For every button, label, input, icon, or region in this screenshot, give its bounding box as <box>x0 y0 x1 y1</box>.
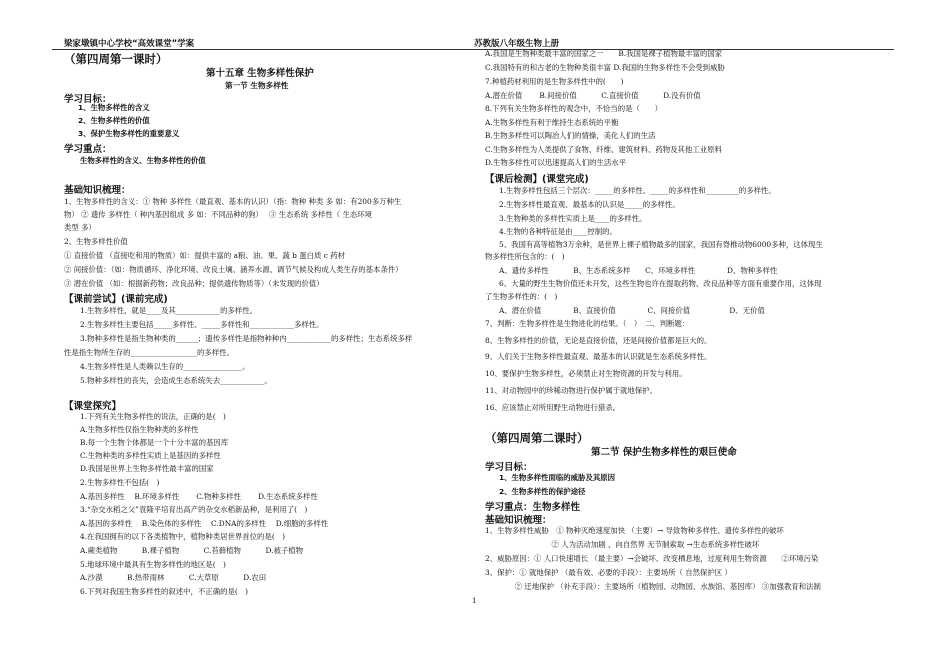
after-class-item: 6、大量的野生生物价值还未开发，这些生物也许在提取药物、改良品种等方面有重要作用，这体现 <box>499 279 822 288</box>
basic-line: ① 直接价值 （直接吃和用的物质）如：提供丰富的 a粮、油、果、蔬 b 蛋白质 c 药材 <box>64 251 346 260</box>
after-class-item: 9、人们关于生物多样性最直观、最基本的认识就是生态系统多样性。 <box>485 352 712 361</box>
basic-line: 类型 多） <box>64 223 96 232</box>
period-title: （第四周第一课时） <box>64 52 168 66</box>
chapter-title: 第十五章 生物多样性保护 <box>206 68 314 79</box>
after-class-item: 5、我国有高等植物3万余种，是世界上裸子植物最多的国家，我国有脊椎动物6000多种，这体现生 <box>499 240 823 249</box>
header-textbook: 苏教版八年级生物上册 <box>474 39 560 49</box>
basic-heading: 基础知识梳理： <box>64 185 131 196</box>
pre-class-item: 1.生物多样性，就是____及其____________的多样性。 <box>80 306 258 315</box>
pre-class-item: 3.物种多样性是指生物种类的______；遗传多样性是指物种种内____________的多样性；生态系统多样 <box>80 334 413 343</box>
period2-title: （第四周第二课时） <box>485 431 589 445</box>
question-line: C.生物多样性为人类提供了食物、纤维、建筑材料、药物及其他工业原料 <box>485 145 722 154</box>
basic2-line: ② 人为活动加剧 、向自然界 无节制索取 →生态系统多样性破坏 <box>485 540 760 549</box>
class-explore-heading: 【课堂探究】 <box>64 401 122 412</box>
section2-title: 第二节 保护生物多样性的艰巨使命 <box>591 447 737 458</box>
basic2-line: ② 迁地保护 （补充手段）：主要场所（植物园、动物园、水族馆、基因库） ③加强教育和法制 <box>485 582 821 591</box>
question-line: B.每一个生物个体都是一个十分丰富的基因库 <box>80 438 229 447</box>
header-rule <box>52 49 894 50</box>
question-line: A.我国是生物种类最丰富的国家之一 B.我国是裸子植物最丰富的国家 <box>485 49 723 58</box>
after-class-item: 3.生物种类的多样性实质上是____的多样性。 <box>499 214 647 223</box>
basic-line: 2、生物多样性价值 <box>64 237 128 246</box>
goal-item: 1、生物多样性的含义 <box>78 103 150 112</box>
basic2-line: 2、威胁原因：① 人口快速增长 （最主要）→会破坏、改变栖息地，过度利用生物资源 ②环境污染 <box>485 554 819 563</box>
after-class-heading: 【课后检测】(课堂完成) <box>485 174 589 185</box>
question-line: A.基因的多样性 B.染色体的多样性 C.DNA的多样性 D.细胞的多样性 <box>80 519 329 528</box>
page-number: 1 <box>472 597 477 605</box>
after-class-item: 8、生物多样性的价值，无论是直接价值，还是间接价值都是巨大的。 <box>485 336 712 345</box>
question-line: D.生物多样性可以迅速提高人们的生活水平 <box>485 158 627 167</box>
question-line: A.生物多样性仅指生物种类的多样性 <box>80 425 199 434</box>
question-line: A.蕨类植物 B.裸子植物 C.苔藓植物 D.被子植物 <box>80 546 304 555</box>
after-class-item: 1.生物多样性包括三个层次：_____的多样性、_____的多样性和_________的多样性。 <box>499 186 776 195</box>
question-line: 1.下列有关生物多样性的说法，正确的是( ) <box>80 412 226 421</box>
pre-class-item: 5.物种多样性的丧失，会造成生态系统失去____________。 <box>80 376 272 385</box>
basic-line: 物） ② 遗传 多样性（ 种内基因组成 多 如：不同品种的狗） ③ 生态系统 多样性（ 生态环境 <box>64 210 373 219</box>
goal-item: 3、保护生物多样性的重要意义 <box>78 129 180 138</box>
question-line: C.我国特有的和古老的生物种类很丰富 D.我国的生物多样性不会受到威胁 <box>485 63 725 72</box>
question-line: A.潜在价值 B.间接价值 C.直接价值 D.没有价值 <box>485 91 701 100</box>
basic-line: 1、生物多样性的含义：① 物种 多样性（最直观、基本的认识）（指：物种 种类 多 如：有200多万种生 <box>64 197 402 206</box>
question-line: B.生物多样性可以陶冶人们的情操，美化人们的生活 <box>485 131 656 140</box>
after-class-item: 11、对动物园中的珍稀动物进行保护属于就地保护。 <box>485 386 658 395</box>
question-line: 8.下列有关生物多样性的观念中，不恰当的是（ ） <box>485 104 663 113</box>
basic-line: ③ 潜在价值 （如：根据新药物；改良品种；提供遗传物质等）（未发现的价值） <box>64 279 324 288</box>
basic2-heading: 基础知识梳理： <box>485 515 552 526</box>
goal-item: 1、生物多样性面临的威胁及其原因 <box>499 473 616 482</box>
basic2-line: 3、保护：① 就地保护 （最有效、必要的手段）：主要场所（ 自然保护区 ） <box>485 568 732 577</box>
question-line: A.基因多样性 B.环境多样性 C.物种多样性 D.生态系统多样性 <box>80 492 318 501</box>
after-class-item: 16、应该禁止对所用野生动物进行猎杀。 <box>485 403 621 412</box>
question-line: D.我国是世界上生物多样性最丰富的国家 <box>80 464 214 473</box>
after-class-item: 7、判断：生物多样性是生物进化的结果。（ ） 二、判断题： <box>485 319 690 328</box>
goal-item: 2、生物多样性的保护途径 <box>499 487 586 496</box>
pre-class-item: 2.生物多样性主要包括_____多样性、_____多样性和____________多样性。 <box>80 320 324 329</box>
question-line: 6.下列对我国生物多样性的叙述中，不正确的是( ) <box>80 587 249 596</box>
basic-line: ② 间接价值：（如：物质循环、净化环境、改良土壤、涵养水源、调节气候及构成人类生存的基本条件） <box>64 265 403 274</box>
pre-class-heading: 【课前尝试】(课前完成) <box>64 294 168 305</box>
goal-item: 2、生物多样性的价值 <box>78 116 150 125</box>
key-text: 生物多样性的含义、生物多样性的价值 <box>80 156 206 165</box>
pre-class-item: 4.生物多样性是人类赖以生存的________________。 <box>80 362 250 371</box>
question-line: 2.生物多样性不包括( ) <box>80 478 160 487</box>
after-class-item: 4.生物的各种特征是由____控制的。 <box>499 227 617 236</box>
header-school: 梁家墩镇中心学校“高效课堂”学案 <box>64 39 195 49</box>
after-class-item: 物多样性所包含的：( ) <box>485 252 565 261</box>
question-line: 4.在我国拥有的以下各类植物中，植物种类居世界首位的是( ) <box>80 532 285 541</box>
after-class-item: 了生物多样性的：( ) <box>485 292 558 301</box>
question-line: C.生物种类的多样性实质上是基因的多样性 <box>80 451 221 460</box>
question-line: A.沙漠 B.热带雨林 C.大草原 D.农田 <box>80 573 267 582</box>
question-line: 7.种植药材利用的是生物多样性中的( ) <box>485 77 624 86</box>
question-line: A.生物多样性有利于维持生态系统的平衡 <box>485 118 619 127</box>
after-class-item: A、遗传多样性 B、生态系统多样 C、环境多样性 D、物种多样性 <box>499 266 778 275</box>
section-title: 第一节 生物多样性 <box>225 81 289 90</box>
after-class-item: 2.生物多样性最直观、最基本的认识是_____的多样性。 <box>499 200 680 209</box>
pre-class-item: 性是指生物所生存的__________________的多样性。 <box>64 348 234 357</box>
goals2-heading: 学习目标： <box>485 462 533 473</box>
basic2-line: 1、生物多样性威胁 ① 物种灭绝速度加快 （主要）→ 导致物种多样性、遗传多样性的破坏 <box>485 526 784 535</box>
key2-heading: 学习重点：生物多样性 <box>485 502 581 513</box>
goals-heading: 学习目标： <box>64 94 112 105</box>
question-line: 3.“杂交水稻之父”袁隆平培育出高产的杂交水稻新品种，是利用了( ) <box>80 505 308 514</box>
after-class-item: 10、要保护生物多样性，必须禁止对生物资源的开发与利用。 <box>485 369 687 378</box>
question-line: 5.地球环境中最具有生物多样性的地区是( ) <box>80 560 226 569</box>
after-class-item: A、潜在价值 B、直接价值 C、间接价值 D、无价值 <box>499 306 765 315</box>
key-heading: 学习重点： <box>64 144 112 155</box>
